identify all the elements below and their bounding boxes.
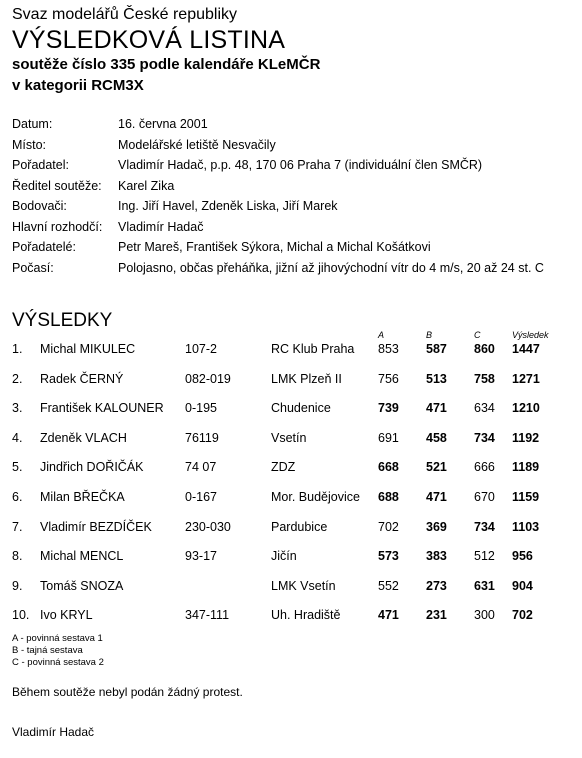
info-value: Petr Mareš, František Sýkora, Michal a Michal Košátkovi [118, 240, 431, 254]
club-cell: Vsetín [271, 430, 307, 445]
info-value: Polojasno, občas přeháňka, jižní až jihovýchodní vítr do 4 m/s, 20 až 24 st. C [118, 260, 544, 275]
rank-cell: 7. [12, 519, 23, 534]
score-c-cell: 860 [474, 342, 495, 356]
score-a-cell: 573 [378, 549, 399, 564]
club-cell: Pardubice [271, 519, 328, 534]
club-cell: Jičín [271, 549, 297, 564]
competitor-name-cell: Milan BŘEČKA [40, 490, 125, 504]
license-cell: 230-030 [185, 519, 231, 534]
score-b-cell: 521 [426, 460, 447, 475]
competitor-name-cell: Tomáš SNOZA [40, 578, 124, 593]
total-score-cell: 1159 [512, 490, 540, 504]
info-value: Vladimír Hadač [118, 219, 204, 234]
total-score-cell: 1447 [512, 342, 540, 356]
score-b-cell: 471 [426, 490, 447, 504]
info-label: Pořadatelé: [12, 240, 76, 254]
info-value: Ing. Jiří Havel, Zdeněk Liska, Jiří Marek [118, 199, 338, 213]
rank-cell: 10. [12, 608, 30, 623]
license-cell: 107-2 [185, 342, 217, 356]
rank-cell: 2. [12, 371, 23, 386]
score-a-cell: 552 [378, 578, 399, 593]
score-c-cell: 734 [474, 430, 495, 445]
info-label: Ředitel soutěže: [12, 178, 102, 193]
score-b-cell: 587 [426, 342, 447, 356]
score-b-cell: 369 [426, 519, 447, 534]
score-b-cell: 513 [426, 371, 447, 386]
rank-cell: 9. [12, 578, 23, 593]
club-cell: Mor. Budějovice [271, 490, 360, 504]
total-score-cell: 904 [512, 578, 533, 593]
total-score-cell: 1189 [512, 460, 540, 475]
signature: Vladimír Hadač [12, 725, 95, 739]
column-header-b: B [426, 330, 433, 340]
info-value: Karel Zika [118, 178, 175, 193]
club-cell: LMK Plzeň II [271, 371, 342, 386]
license-cell: 93-17 [185, 549, 217, 564]
club-cell: ZDZ [271, 460, 296, 475]
competitor-name-cell: Vladimír BEZDÍČEK [40, 519, 152, 534]
club-cell: Uh. Hradiště [271, 608, 341, 623]
score-c-cell: 758 [474, 371, 495, 386]
rank-cell: 6. [12, 490, 23, 504]
info-label: Bodovači: [12, 199, 67, 213]
info-value: 16. června 2001 [118, 117, 208, 131]
rank-cell: 4. [12, 430, 23, 445]
license-cell: 082-019 [185, 371, 231, 386]
info-value: Vladimír Hadač, p.p. 48, 170 06 Praha 7 (individuální člen SMČR) [118, 158, 483, 172]
column-header-total: Výsledek [512, 330, 549, 340]
rank-cell: 5. [12, 460, 23, 475]
protest-note: Během soutěže nebyl podán žádný protest. [12, 685, 243, 699]
competitor-name-cell: František KALOUNER [40, 401, 164, 416]
legend-item: B - tajná sestava [12, 645, 83, 656]
rank-cell: 3. [12, 401, 23, 416]
total-score-cell: 1103 [512, 519, 540, 534]
score-a-cell: 702 [378, 519, 399, 534]
competitor-name-cell: Michal MIKULEC [40, 342, 136, 356]
score-c-cell: 634 [474, 401, 495, 416]
score-b-cell: 471 [426, 401, 447, 416]
column-header-c: C [474, 330, 481, 340]
info-label: Hlavní rozhodčí: [12, 219, 103, 234]
organization-name: Svaz modelářů České republiky [12, 6, 237, 23]
club-cell: Chudenice [271, 401, 331, 416]
score-b-cell: 273 [426, 578, 447, 593]
legend-item: A - povinná sestava 1 [12, 633, 103, 644]
score-b-cell: 383 [426, 549, 447, 564]
score-b-cell: 458 [426, 430, 447, 445]
score-c-cell: 734 [474, 519, 495, 534]
score-c-cell: 666 [474, 460, 495, 475]
license-cell: 76119 [185, 430, 219, 445]
info-value: Modelářské letiště Nesvačily [118, 137, 276, 152]
score-a-cell: 688 [378, 490, 399, 504]
rank-cell: 8. [12, 549, 23, 564]
competitor-name-cell: Radek ČERNÝ [40, 371, 124, 386]
score-a-cell: 471 [378, 608, 399, 623]
license-cell: 347-111 [185, 608, 230, 623]
license-cell: 74 07 [185, 460, 217, 475]
total-score-cell: 702 [512, 608, 533, 623]
score-b-cell: 231 [426, 608, 447, 623]
info-label: Pořadatel: [12, 158, 69, 172]
score-a-cell: 756 [378, 371, 399, 386]
club-cell: RC Klub Praha [271, 342, 355, 356]
score-c-cell: 512 [474, 549, 495, 564]
total-score-cell: 956 [512, 549, 533, 564]
document-title: VÝSLEDKOVÁ LISTINA [12, 26, 286, 54]
license-cell: 0-195 [185, 401, 217, 416]
results-title: VÝSLEDKY [12, 310, 113, 331]
score-a-cell: 668 [378, 460, 399, 475]
info-label: Datum: [12, 117, 53, 131]
total-score-cell: 1210 [512, 401, 540, 416]
info-label: Místo: [12, 137, 47, 152]
license-cell: 0-167 [185, 490, 217, 504]
competition-line: soutěže číslo 335 podle kalendáře KLeMČR [12, 56, 321, 73]
info-label: Počasí: [12, 260, 54, 275]
total-score-cell: 1192 [512, 430, 540, 445]
rank-cell: 1. [12, 342, 23, 356]
competitor-name-cell: Zdeněk VLACH [40, 430, 127, 445]
competitor-name-cell: Michal MENCL [40, 549, 124, 564]
score-c-cell: 631 [474, 578, 495, 593]
legend-item: C - povinná sestava 2 [12, 657, 104, 668]
total-score-cell: 1271 [512, 371, 540, 386]
score-a-cell: 853 [378, 342, 399, 356]
competitor-name-cell: Jindřich DOŘIČÁK [40, 460, 144, 475]
score-c-cell: 670 [474, 490, 495, 504]
competitor-name-cell: Ivo KRYL [40, 608, 93, 623]
category-line: v kategorii RCM3X [12, 77, 144, 94]
score-a-cell: 739 [378, 401, 399, 416]
score-c-cell: 300 [474, 608, 495, 623]
club-cell: LMK Vsetín [271, 578, 336, 593]
column-header-a: A [378, 330, 385, 340]
score-a-cell: 691 [378, 430, 399, 445]
